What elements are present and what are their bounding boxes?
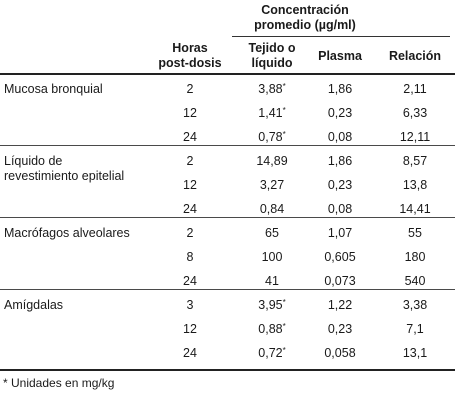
hours-cell [150, 202, 230, 217]
tissue-cell [232, 250, 312, 265]
ratio-cell [380, 346, 450, 361]
hours-cell [150, 154, 230, 169]
hours-value: 24 [183, 130, 197, 144]
hours-header [150, 41, 230, 71]
group-label [4, 226, 130, 241]
tissue-cell [232, 346, 312, 361]
ratio-value: 13,8 [402, 178, 428, 192]
ratio-value: 540 [404, 274, 426, 288]
plasma-cell [310, 250, 370, 265]
ratio-cell [380, 130, 450, 145]
tissue-value: 14,89 [256, 154, 288, 168]
plasma-value: 0,08 [327, 130, 353, 144]
hours-header-line-2: post-dosis [158, 56, 222, 70]
group-label-line: Líquido de [4, 154, 63, 168]
ratio-cell [380, 106, 450, 121]
tissue-cell [232, 226, 312, 241]
footnote-mark: * [282, 298, 286, 307]
ratio-value: 7,1 [406, 322, 424, 336]
tissue-value: 3,95 [258, 298, 283, 312]
plasma-cell [310, 322, 370, 337]
hours-cell [150, 346, 230, 361]
hours-value: 24 [183, 202, 197, 216]
plasma-value: 0,058 [324, 346, 356, 360]
ratio-value: 13,1 [402, 346, 428, 360]
tissue-header [232, 41, 312, 71]
ratio-cell [380, 202, 450, 217]
tissue-cell [232, 202, 312, 217]
concentration-header [225, 3, 385, 33]
group-label-line: revestimiento epitelial [4, 169, 125, 183]
footnote-mark: * [282, 82, 286, 91]
plasma-value: 1,86 [327, 82, 353, 96]
ratio-cell [380, 154, 450, 169]
plasma-value: 0,23 [327, 178, 353, 192]
hours-cell [150, 82, 230, 97]
ratio-value: 8,57 [402, 154, 428, 168]
tissue-value: 3,27 [259, 178, 285, 192]
plasma-header: Plasma [318, 49, 362, 63]
ratio-value: 3,38 [402, 298, 428, 312]
tissue-cell [232, 130, 312, 145]
tissue-value: 100 [261, 250, 283, 264]
hours-value: 12 [183, 178, 197, 192]
hours-header-line-1: Horas [172, 41, 208, 55]
tissue-value: 0,72 [258, 346, 283, 360]
group-label [4, 154, 124, 184]
hours-cell [150, 106, 230, 121]
plasma-cell [310, 346, 370, 361]
tissue-value: 0,88 [258, 322, 283, 336]
hours-value: 8 [186, 250, 194, 264]
footnote-mark: * [282, 130, 286, 139]
hours-cell [150, 250, 230, 265]
plasma-cell [310, 130, 370, 145]
tissue-header-line-1: Tejido o [248, 41, 296, 55]
ratio-cell [380, 298, 450, 313]
tissue-cell [232, 154, 312, 169]
hours-cell [150, 130, 230, 145]
hours-value: 24 [183, 346, 197, 360]
hours-value: 2 [186, 226, 194, 240]
group-separator [0, 217, 455, 218]
hours-value: 3 [186, 298, 194, 312]
footnote-mark: * [282, 346, 286, 355]
tissue-cell [232, 322, 312, 337]
ratio-value: 12,11 [399, 130, 431, 144]
group-label [4, 82, 103, 97]
ratio-cell [380, 178, 450, 193]
group-label-line: Macrófagos alveolares [4, 226, 130, 240]
hours-value: 12 [183, 322, 197, 336]
tissue-value: 41 [265, 274, 279, 288]
tissue-value: 1,41 [258, 106, 283, 120]
concentration-underline [232, 36, 450, 37]
hours-cell [150, 298, 230, 313]
plasma-value: 1,22 [327, 298, 353, 312]
plasma-cell [310, 298, 370, 313]
ratio-cell [380, 274, 450, 289]
tissue-value: 0,84 [259, 202, 285, 216]
footnote-mark: * [282, 322, 286, 331]
bottom-rule [0, 369, 455, 371]
group-label-line: Mucosa bronquial [4, 82, 103, 96]
plasma-cell [310, 154, 370, 169]
plasma-cell [310, 82, 370, 97]
ratio-value: 6,33 [402, 106, 428, 120]
tissue-cell [232, 178, 312, 193]
hours-value: 2 [186, 154, 194, 168]
ratio-header: Relación [388, 49, 442, 63]
group-separator [0, 289, 455, 290]
ratio-value: 180 [404, 250, 426, 264]
plasma-value: 0,23 [327, 106, 353, 120]
plasma-cell [310, 106, 370, 121]
hours-cell [150, 274, 230, 289]
plasma-value: 1,07 [327, 226, 353, 240]
ratio-value: 55 [408, 226, 422, 240]
hours-cell [150, 322, 230, 337]
plasma-value: 0,23 [327, 322, 353, 336]
hours-value: 2 [186, 82, 194, 96]
group-separator [0, 145, 455, 146]
plasma-value: 0,073 [324, 274, 356, 288]
tissue-value: 65 [265, 226, 279, 240]
plasma-cell [310, 274, 370, 289]
hours-cell [150, 226, 230, 241]
hours-value: 24 [183, 274, 197, 288]
ratio-cell [380, 82, 450, 97]
ratio-cell [380, 226, 450, 241]
plasma-cell [310, 202, 370, 217]
tissue-header-line-2: líquido [251, 56, 293, 70]
hours-cell [150, 178, 230, 193]
tissue-cell [232, 298, 312, 313]
plasma-value: 0,605 [324, 250, 356, 264]
tissue-cell [232, 82, 312, 97]
tissue-value: 3,88 [258, 82, 283, 96]
tissue-value: 0,78 [258, 130, 283, 144]
concentration-header-line-1: Concentración [261, 3, 349, 17]
tissue-cell [232, 106, 312, 121]
hours-value: 12 [183, 106, 197, 120]
ratio-cell [380, 250, 450, 265]
group-label-line: Amígdalas [4, 298, 64, 312]
footnote-mark: * [282, 106, 286, 115]
header-rule [0, 73, 455, 75]
footnote: * Unidades en mg/kg [3, 376, 115, 390]
concentration-header-line-2: promedio (µg/ml) [254, 18, 356, 32]
group-label [4, 298, 63, 313]
ratio-cell [380, 322, 450, 337]
plasma-value: 1,86 [327, 154, 353, 168]
plasma-cell [310, 178, 370, 193]
ratio-value: 2,11 [403, 82, 427, 96]
plasma-value: 0,08 [327, 202, 353, 216]
tissue-cell [232, 274, 312, 289]
ratio-value: 14,41 [399, 202, 431, 216]
plasma-cell [310, 226, 370, 241]
